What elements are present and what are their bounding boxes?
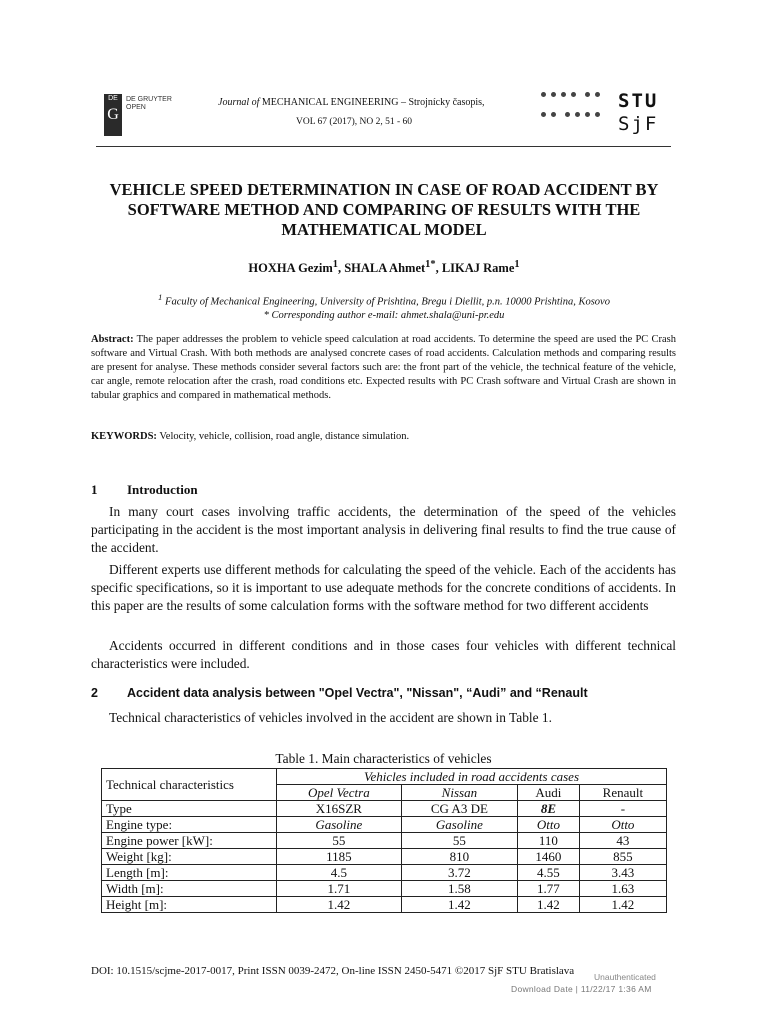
- vehicle-characteristics-table: [101, 768, 667, 913]
- logo-text: [126, 96, 172, 112]
- section-2-paragraph-1: Technical characteristics of vehicles involved in the accident are shown in Table 1.: [109, 710, 552, 725]
- section-1-number: 1: [91, 482, 98, 497]
- table-cell: 3.72: [401, 865, 517, 881]
- row-label: Length [m]:: [102, 865, 277, 881]
- publisher-logo: [104, 94, 182, 136]
- table-cell: 3.43: [579, 865, 666, 881]
- table-row: [102, 897, 667, 913]
- row-label: Engine type:: [102, 817, 277, 833]
- table-cell: Gasoline: [401, 817, 517, 833]
- abstract-label: Abstract:: [91, 334, 134, 345]
- column-header: Audi: [518, 785, 580, 801]
- watermark-download-date: Download Date | 11/22/17 1:36 AM: [511, 984, 652, 994]
- section-1-paragraph-2: Different experts use different methods for calculating the speed of the vehicle. Each of the accidents has specific specifications, so it is important to use adequate methods for the concrete conditions of accidents. In this paper are the results of some calculation forms with the software method for two different accidents: [91, 562, 676, 614]
- table-cell: 1.63: [579, 881, 666, 897]
- section-1-paragraph-3: Accidents occurred in different conditions and in those cases four vehicles with different technical characteristics were included.: [91, 638, 676, 672]
- table-cell: 55: [401, 833, 517, 849]
- table-corner-header: Technical characteristics: [102, 769, 277, 801]
- logo-text-line1: DE GRUYTER: [126, 96, 172, 103]
- affiliations: [80, 291, 688, 322]
- keywords-text: Velocity, vehicle, collision, road angle, distance simulation.: [159, 431, 410, 442]
- table-cell: 4.5: [277, 865, 402, 881]
- affiliation-1: $^1$ Faculty of Mechanical Engineering, University of Prishtina, Bregu i Diellit, p.n. 10000 Prishtina, Kosovo: [158, 292, 610, 308]
- table-cell: 1.42: [579, 897, 666, 913]
- table-cell: 1.42: [277, 897, 402, 913]
- logo-text-line2: OPEN: [126, 104, 146, 111]
- section-1-heading: [91, 482, 198, 498]
- section-2-number: 2: [91, 686, 98, 700]
- row-label: Weight [kg]:: [102, 849, 277, 865]
- table-row: [102, 833, 667, 849]
- watermark-unauthenticated: Unauthenticated: [594, 972, 656, 982]
- logo-g: G: [107, 106, 119, 123]
- author-2-affil: 1*: [425, 259, 436, 270]
- stu-dots-icon: [541, 92, 605, 132]
- corresponding-author: * Corresponding author e-mail: ahmet.shala@uni-pr.edu: [263, 309, 505, 321]
- table-group-header: Vehicles included in road accidents cases: [277, 769, 667, 785]
- table-cell: 810: [401, 849, 517, 865]
- table-cell: 8E: [518, 801, 580, 817]
- table-header-row: [102, 769, 667, 785]
- table-cell: CG A3 DE: [401, 801, 517, 817]
- section-2-title: Accident data analysis between "Opel Vectra", "Nissan", “Audi” and “Renault: [127, 686, 588, 700]
- table-caption: Table 1. Main characteristics of vehicles: [275, 751, 492, 766]
- row-label: Width [m]:: [102, 881, 277, 897]
- stu-logo-line2: SjF: [618, 113, 659, 135]
- logo-de: DE: [108, 95, 118, 102]
- table-cell: -: [579, 801, 666, 817]
- column-header: Nissan: [401, 785, 517, 801]
- row-label: Type: [102, 801, 277, 817]
- table-cell: 55: [277, 833, 402, 849]
- footer-doi: DOI: 10.1515/scjme-2017-0017, Print ISSN 0039-2472, On-line ISSN 2450-5471 ©2017 SjF STU Bratislava: [91, 965, 575, 977]
- author-1-affil: 1: [332, 259, 338, 270]
- table-cell: 110: [518, 833, 580, 849]
- table-cell: X16SZR: [277, 801, 402, 817]
- author-2: SHALA Ahmet: [344, 261, 426, 276]
- table-cell: Otto: [579, 817, 666, 833]
- row-label: Height [m]:: [102, 897, 277, 913]
- abstract: [91, 333, 676, 403]
- section-2-heading: [91, 686, 588, 700]
- column-header: Renault: [579, 785, 666, 801]
- table-cell: 1.77: [518, 881, 580, 897]
- table-row: [102, 849, 667, 865]
- table-cell: 1.71: [277, 881, 402, 897]
- logo-mark: [104, 94, 122, 136]
- journal-name: MECHANICAL ENGINEERING – Strojnícky časopis,: [261, 97, 485, 108]
- keywords: [91, 431, 676, 442]
- stu-logo: [541, 92, 673, 138]
- author-3: LIKAJ Rame: [441, 261, 515, 276]
- section-1-paragraph-1: In many court cases involving traffic accidents, the determination of the speed of the vehicles participating in the accident is the most important analysis in delivering final results to find the true cause of the accident.: [91, 504, 676, 556]
- header-divider: [96, 146, 671, 147]
- journal-title: [218, 97, 485, 108]
- table-cell: 1.42: [518, 897, 580, 913]
- row-label: Engine power [kW]:: [102, 833, 277, 849]
- table-row: [102, 881, 667, 897]
- author-1: HOXHA Gezim: [248, 261, 333, 276]
- stu-logo-line1: STU: [618, 90, 659, 112]
- journal-volume: VOL 67 (2017), NO 2, 51 - 60: [296, 117, 413, 127]
- table-cell: 4.55: [518, 865, 580, 881]
- table-cell: Otto: [518, 817, 580, 833]
- table-cell: 1.42: [401, 897, 517, 913]
- author-list: HOXHA Gezim$^1$, SHALA Ahmet$^{1*}$, LIKAJ Rame$^1$: [248, 259, 520, 276]
- paper-title: VEHICLE SPEED DETERMINATION IN CASE OF ROAD ACCIDENT BY SOFTWARE METHOD AND COMPARING OF RESULTS WITH THE MATHEMATICAL MODEL: [109, 180, 659, 239]
- table-cell: Gasoline: [277, 817, 402, 833]
- journal-prefix: Journal of: [218, 97, 260, 108]
- abstract-text: The paper addresses the problem to vehicle speed calculation at road accidents. To determine the speed are used the PC Crash software and Virtual Crash. With both methods are analysed concrete cases of road accidents. Calculation methods and comparing results are present for analyse. These methods consider several factors such are: the front part of the vehicle, the technical feature of the vehicle, car angle, remote relocation after the crash, road conditions etc. Expected results with PC Crash software and Virtual Crash are shown in tabular graphics and compared in mathematical methods.: [91, 334, 676, 402]
- table-cell: 1185: [277, 849, 402, 865]
- table-cell: 43: [579, 833, 666, 849]
- table-cell: 1.58: [401, 881, 517, 897]
- table-row: [102, 817, 667, 833]
- keywords-label: KEYWORDS:: [91, 431, 157, 442]
- column-header: Opel Vectra: [277, 785, 402, 801]
- table-row: [102, 865, 667, 881]
- table-row: [102, 801, 667, 817]
- table-cell: 1460: [518, 849, 580, 865]
- author-3-affil: 1: [514, 259, 520, 270]
- table-cell: 855: [579, 849, 666, 865]
- section-1-title: Introduction: [127, 482, 198, 497]
